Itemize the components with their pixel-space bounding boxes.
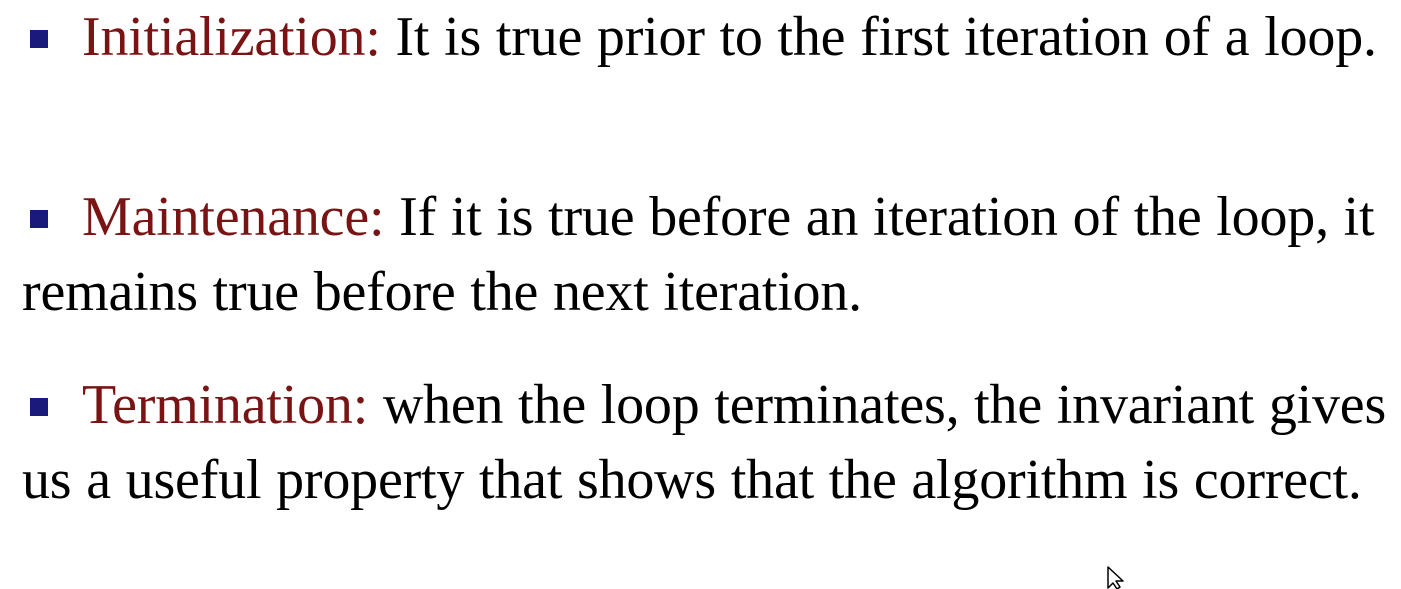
term-maintenance: Maintenance: <box>82 186 385 248</box>
square-bullet-icon <box>30 210 48 228</box>
square-bullet-icon <box>30 30 48 48</box>
square-bullet-icon <box>30 398 48 416</box>
mouse-pointer-icon <box>1106 566 1128 589</box>
bullet-maintenance <box>22 180 1387 330</box>
bullet-initialization <box>22 0 1387 75</box>
bullet-text-initialization: It is true prior to the first iteration of a loop. <box>380 6 1377 68</box>
bullet-text-maintenance: If it is true before an iteration of the loop, it remains true before the next iteration. <box>22 186 1375 323</box>
term-termination: Termination: <box>82 374 369 436</box>
bullet-text-termination: when the loop terminates, the invariant gives us a useful property that shows that the algorithm is correct. <box>22 374 1387 511</box>
term-initialization: Initialization: <box>82 6 381 68</box>
bullet-termination <box>22 368 1387 518</box>
